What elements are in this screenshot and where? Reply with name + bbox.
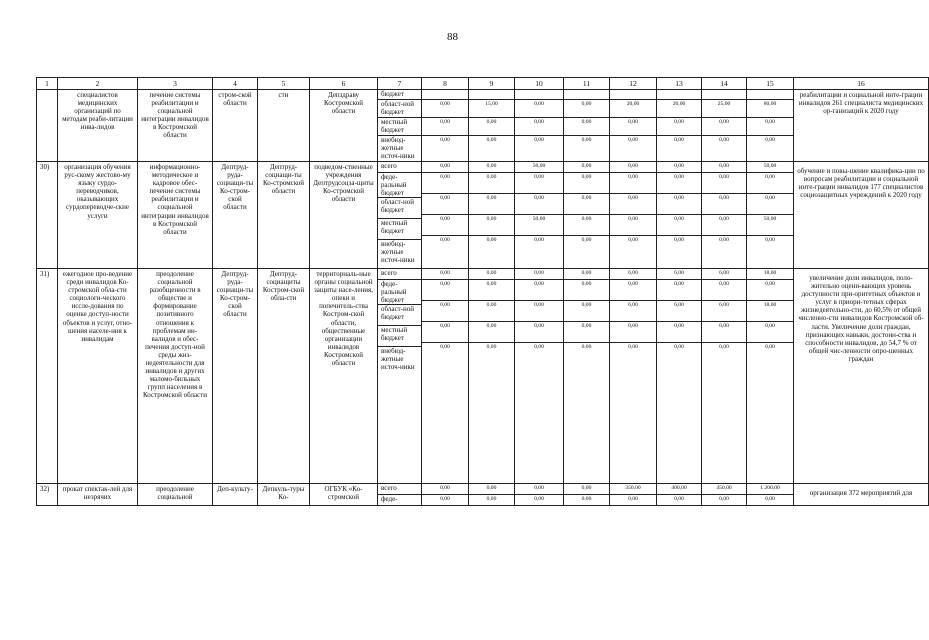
funding-value: 0,00	[469, 280, 514, 301]
funding-value: 0,00	[702, 322, 746, 343]
funding-value: 0,00	[564, 173, 609, 194]
funding-value: 50,00	[515, 215, 563, 236]
funding-value: 0,00	[610, 215, 656, 236]
funding-value: 0,00	[469, 484, 514, 495]
funding-value: 0,00	[765, 344, 775, 350]
funding-value: 0,00	[469, 162, 514, 173]
funding-source-label: всего	[381, 162, 397, 170]
funding-value: 0,00	[628, 344, 638, 350]
co-executor: Дептруд-руда-социащи-ты Ко-стром-ской области	[216, 163, 254, 212]
funding-value: 0,00	[719, 344, 729, 350]
empty-value	[515, 90, 563, 100]
funding-value: 0,00	[469, 269, 514, 280]
funding-value: 0,00	[628, 496, 638, 502]
table-row	[37, 484, 929, 506]
participants: подведом-ственные учреждения Дептрудсоцза-щиты Ко-стромской области	[313, 163, 374, 204]
funding-value: 0,00	[610, 118, 656, 136]
funding-value: 0,00	[422, 215, 468, 236]
funding-value: 0,00	[469, 215, 514, 236]
funding-value: 0,00	[515, 269, 563, 280]
table-row	[37, 162, 929, 269]
funding-source-cell	[378, 90, 422, 162]
funding-value-cell	[469, 90, 515, 162]
funding-value-cell	[610, 484, 657, 506]
funding-value: 0,00	[440, 496, 450, 502]
funding-value-cell	[564, 484, 610, 506]
column-number: 11	[564, 78, 610, 90]
funding-value: 0,00	[581, 496, 592, 502]
funding-value: 0,00	[657, 118, 701, 136]
funding-value: 450,00	[702, 484, 746, 495]
empty-value	[469, 90, 514, 100]
participants-cell	[310, 484, 378, 506]
funding-value: 0,00	[674, 344, 684, 350]
funding-value-cell	[422, 269, 469, 484]
column-number: 7	[378, 78, 422, 90]
activity-name-cell	[58, 269, 138, 484]
funding-value: 6,00	[702, 301, 746, 322]
responsible-executor-cell	[258, 484, 310, 506]
participants-cell	[310, 269, 378, 484]
expected-result-cell	[794, 269, 929, 484]
funding-value: 400,00	[657, 484, 701, 495]
funding-value: 0,00	[534, 496, 544, 502]
funding-value: 0,00	[581, 137, 592, 143]
funding-value: 0,00	[702, 280, 746, 301]
funding-source-label: област-ной бюджет	[381, 198, 414, 214]
funding-value-cell	[515, 484, 564, 506]
column-number: 8	[422, 78, 469, 90]
funding-value: 0,00	[610, 280, 656, 301]
funding-value-cell	[610, 162, 657, 269]
funding-value: 0,00	[765, 496, 775, 502]
activity-content: преодоление социальной разобщенности в обществе и формирование позитивного отношения к проблемам ин-валидов и обес-печения доступ-ной среды жиз-недеятельности для инвалидов и других маломо-бильных групп населения в Костромской области	[142, 270, 208, 400]
expected-result-cell	[794, 162, 929, 269]
funding-value-cell	[747, 269, 794, 484]
row-number: 30)	[40, 163, 50, 171]
funding-value-cell	[747, 90, 794, 162]
row-number-cell	[37, 162, 58, 269]
funding-value: 0,00	[515, 322, 563, 343]
funding-value: 0,00	[564, 162, 609, 173]
responsible-executor-cell	[258, 90, 310, 162]
funding-value: 0,00	[515, 100, 563, 118]
funding-source-label: феде-ральный бюджет	[381, 280, 407, 304]
funding-value-cell	[657, 269, 702, 484]
funding-value: 0,00	[610, 173, 656, 194]
activity-name-cell	[58, 484, 138, 506]
funding-value: 0,00	[515, 280, 563, 301]
funding-value: 80,00	[747, 100, 793, 118]
funding-value: 0,00	[422, 162, 468, 173]
activity-name: специалистов медицинских организаций по методам реаби-литации инва-лидов	[62, 91, 133, 132]
row-number-cell	[37, 269, 58, 484]
empty-value	[657, 90, 701, 100]
row-number-cell	[37, 90, 58, 162]
co-executor: стром-ской области	[218, 91, 252, 108]
activity-name: организация обучения рус-скому жестово-му языку сурдо-переводчиков, оказывающих сурдопереводче-ские услуги	[64, 163, 131, 220]
funding-value: 0,00	[702, 162, 746, 173]
responsible-executor: Дептруд-социащиты Костром-ской обла-сти	[262, 270, 305, 303]
funding-source-cell	[378, 269, 422, 484]
funding-value: 0,00	[747, 280, 793, 301]
funding-value: 0,00	[702, 118, 746, 136]
expected-result: увеличение доли инвалидов, поло-жительно оцени-вающих уровень доступности при-оритетных объектов и услуг в приори-тетных сферах жизнедеятельно-сти, до 60,5% от общей численно-сти инвалидов Костромской об-ласти. Увеличение доли граждан, признающих навыки, достоин-ства и способности инвалидов, до 54,7 % от общей чис-ленности опро-шенных граждан	[798, 274, 924, 363]
funding-value: 0,00	[610, 322, 656, 343]
funding-value: 0,00	[422, 173, 468, 194]
participants: ОГБУК «Ко-стромской	[324, 485, 363, 502]
activity-name: ежегодное про-ведение среди инвалидов Ко-стромской обла-сти социологи-ческого иссле-дования по оценке доступ-ности объектов и услуг, отно-шения населе-ния к инвалидам	[62, 270, 133, 343]
funding-value: 0,00	[657, 194, 701, 215]
funding-value: 0,00	[422, 269, 468, 280]
funding-value: 0,00	[486, 137, 497, 143]
expected-result-cell	[794, 484, 929, 506]
funding-value-cell	[469, 484, 515, 506]
funding-value: 0,00	[674, 137, 684, 143]
funding-value-cell	[515, 162, 564, 269]
funding-value: 0,00	[564, 269, 609, 280]
funding-source-label: област-ной бюджет	[381, 100, 414, 116]
table-row	[37, 90, 929, 162]
funding-value: 6,00	[657, 269, 701, 280]
column-number-row	[37, 78, 929, 90]
funding-source-label: област-ной бюджет	[381, 305, 414, 321]
co-executor-cell	[213, 269, 258, 484]
activity-name-cell	[58, 162, 138, 269]
funding-value: 0,00	[719, 237, 729, 243]
funding-value-cell	[657, 162, 702, 269]
activity-name: прокат спектак-лей для незрячих	[62, 485, 133, 502]
participants-cell	[310, 162, 378, 269]
column-number: 4	[213, 78, 258, 90]
funding-value: 0,00	[747, 194, 793, 215]
funding-value: 0,00	[581, 344, 592, 350]
funding-value-cell	[747, 484, 794, 506]
funding-source-label: местный бюджет	[381, 326, 408, 342]
funding-value: 0,00	[702, 215, 746, 236]
funding-source-label: бюджет	[381, 90, 404, 98]
responsible-executor: сти	[278, 91, 289, 99]
row-number: 31)	[40, 270, 50, 278]
funding-value: 0,00	[765, 237, 775, 243]
column-number: 9	[469, 78, 515, 90]
co-executor: Дептруд-руда-социащи-ты Ко-стром-ской области	[216, 270, 254, 319]
funding-value-cell	[515, 90, 564, 162]
column-number: 2	[58, 78, 138, 90]
responsible-executor-cell	[258, 269, 310, 484]
funding-value-cell	[469, 269, 515, 484]
funding-value: 0,00	[422, 301, 468, 322]
funding-value: 0,00	[515, 484, 563, 495]
funding-value: 0,00	[674, 496, 684, 502]
empty-value	[702, 90, 746, 100]
funding-value-cell	[564, 269, 610, 484]
table-body	[37, 90, 929, 506]
funding-value: 50,00	[747, 162, 793, 173]
expected-result: реабилитации и социальной инте-грации инвалидов 261 специалиста медицинских ор-ганизаций к 2020 году	[798, 91, 924, 116]
funding-value: 50,00	[515, 162, 563, 173]
funding-value: 0,00	[422, 322, 468, 343]
activity-content-cell	[138, 484, 213, 506]
funding-value: 0,00	[422, 280, 468, 301]
funding-value: 1 200,00	[747, 484, 793, 495]
activity-content-cell	[138, 90, 213, 162]
funding-value: 0,00	[515, 301, 563, 322]
funding-value-cell	[702, 269, 747, 484]
funding-value: 0,00	[581, 237, 592, 243]
funding-value-cell	[702, 484, 747, 506]
expected-result: организация 372 мероприятий для	[809, 489, 913, 497]
funding-value: 0,00	[702, 194, 746, 215]
funding-value-cell	[515, 269, 564, 484]
column-number: 3	[138, 78, 213, 90]
row-number-cell	[37, 484, 58, 506]
activity-content: печение системы реабилитации и социальной интеграции инвалидов в Костромской области	[141, 91, 209, 140]
funding-value: 0,00	[469, 194, 514, 215]
program-table	[36, 77, 929, 506]
funding-source-cell	[378, 484, 422, 506]
responsible-executor: Депкуль-туры Ко-	[262, 485, 305, 502]
funding-value-cell	[657, 484, 702, 506]
empty-value	[747, 90, 793, 100]
participants: Депздраву Костромской области	[324, 91, 363, 116]
funding-value: 0,00	[657, 322, 701, 343]
row-number	[37, 90, 57, 91]
funding-value-cell	[657, 90, 702, 162]
funding-source-cell	[378, 162, 422, 269]
funding-value: 6,00	[702, 269, 746, 280]
funding-value: 0,00	[564, 322, 609, 343]
funding-value: 18,00	[747, 269, 793, 280]
funding-value-cell	[610, 269, 657, 484]
activity-content-cell	[138, 162, 213, 269]
funding-value: 0,00	[564, 100, 609, 118]
funding-value: 0,00	[534, 137, 544, 143]
funding-value: 0,00	[657, 173, 701, 194]
activity-content-cell	[138, 269, 213, 484]
funding-value: 6,00	[657, 301, 701, 322]
funding-value: 0,00	[515, 118, 563, 136]
column-number: 5	[258, 78, 310, 90]
empty-value	[564, 90, 609, 100]
funding-value: 0,00	[469, 322, 514, 343]
expected-result-cell	[794, 90, 929, 162]
empty-value	[422, 90, 468, 100]
funding-value: 0,00	[515, 194, 563, 215]
funding-value: 0,00	[747, 118, 793, 136]
column-number: 10	[515, 78, 564, 90]
column-number: 14	[702, 78, 747, 90]
funding-value-cell	[747, 162, 794, 269]
co-executor-cell	[213, 90, 258, 162]
funding-value: 15,00	[469, 100, 514, 118]
funding-value: 50,00	[747, 215, 793, 236]
funding-value: 6,00	[610, 269, 656, 280]
funding-source-label: феде-	[381, 495, 398, 503]
column-number: 6	[310, 78, 378, 90]
funding-value: 25,00	[702, 100, 746, 118]
funding-value: 0,00	[702, 173, 746, 194]
funding-value: 0,00	[657, 215, 701, 236]
funding-value: 0,00	[628, 237, 638, 243]
participants: территориаль-ные органы социальной защиты насе-ления, опеки и попечитель-ства Костром-ской области, общественные организации инвалидов Костромской области	[313, 270, 374, 368]
funding-value: 0,00	[440, 137, 450, 143]
funding-value: 0,00	[422, 484, 468, 495]
funding-value-cell	[422, 162, 469, 269]
funding-value: 0,00	[422, 100, 468, 118]
activity-content: преодоление социальной	[156, 485, 194, 502]
funding-value: 0,00	[747, 322, 793, 343]
funding-value: 0,00	[486, 344, 497, 350]
column-number: 16	[794, 78, 929, 90]
expected-result: обучение и повы-шение квалифика-ции по вопросам реабилитации и социальной инте-грации инвалидов 177 специалистов социозащитных учреждений к 2020 году	[797, 167, 925, 200]
empty-value	[610, 90, 656, 100]
page-number: 88	[447, 31, 458, 43]
column-number: 1	[37, 78, 58, 90]
funding-value: 0,00	[657, 162, 701, 173]
funding-value: 6,00	[610, 301, 656, 322]
co-executor-cell	[213, 484, 258, 506]
funding-value: 0,00	[628, 137, 638, 143]
funding-source-label: местный бюджет	[381, 219, 408, 235]
funding-value: 0,00	[564, 118, 609, 136]
column-number: 13	[657, 78, 702, 90]
funding-value: 0,00	[486, 496, 497, 502]
funding-value: 0,00	[515, 173, 563, 194]
funding-value-cell	[702, 90, 747, 162]
funding-value: 0,00	[564, 280, 609, 301]
funding-value-cell	[702, 162, 747, 269]
funding-source-label: всего	[381, 269, 397, 277]
funding-value: 0,00	[719, 496, 729, 502]
responsible-executor: Дептруд-социащи-ты Ко-стромской области	[262, 163, 305, 196]
responsible-executor-cell	[258, 162, 310, 269]
funding-value: 0,00	[469, 173, 514, 194]
funding-source-label: всего	[381, 484, 397, 492]
co-executor-cell	[213, 162, 258, 269]
funding-value: 350,00	[610, 484, 656, 495]
funding-value-cell	[422, 90, 469, 162]
funding-source-label: внебюд-жетные источ-ники	[381, 136, 415, 160]
funding-source-label: внебюд-жетные источ-ники	[381, 347, 415, 371]
funding-source-label: местный бюджет	[381, 118, 408, 134]
funding-value: 0,00	[440, 344, 450, 350]
funding-value: 0,00	[610, 194, 656, 215]
funding-value: 0,00	[486, 237, 497, 243]
funding-value-cell	[564, 162, 610, 269]
funding-value-cell	[610, 90, 657, 162]
column-number: 12	[610, 78, 657, 90]
funding-value: 0,00	[657, 280, 701, 301]
funding-value: 0,00	[610, 162, 656, 173]
table-row	[37, 269, 929, 484]
participants-cell	[310, 90, 378, 162]
co-executor: Деп-культу-	[217, 485, 253, 493]
funding-value: 18,00	[747, 301, 793, 322]
funding-value: 0,00	[422, 194, 468, 215]
funding-value: 0,00	[765, 137, 775, 143]
funding-value: 0,00	[534, 237, 544, 243]
funding-value: 0,00	[422, 118, 468, 136]
activity-content: информационно-методическое и кадровое обес-печение системы реабилитации и социальной интеграции инвалидов в Костромской области	[141, 163, 209, 236]
funding-value: 0,00	[469, 118, 514, 136]
funding-value: 0,00	[564, 484, 609, 495]
funding-value: 0,00	[564, 301, 609, 322]
funding-source-label: внебюд-жетные источ-ники	[381, 240, 415, 264]
funding-value: 0,00	[469, 301, 514, 322]
funding-value: 0,00	[534, 344, 544, 350]
funding-value: 0,00	[719, 137, 729, 143]
activity-name-cell	[58, 90, 138, 162]
funding-value-cell	[564, 90, 610, 162]
funding-value-cell	[469, 162, 515, 269]
funding-source-label: феде-ральный бюджет	[381, 173, 407, 197]
funding-value: 0,00	[747, 173, 793, 194]
column-number: 15	[747, 78, 794, 90]
funding-value: 0,00	[564, 215, 609, 236]
funding-value: 0,00	[440, 237, 450, 243]
funding-value: 20,00	[657, 100, 701, 118]
row-number: 32)	[40, 485, 50, 493]
funding-value-cell	[422, 484, 469, 506]
funding-value: 0,00	[674, 237, 684, 243]
funding-value: 20,00	[610, 100, 656, 118]
funding-value: 0,00	[564, 194, 609, 215]
